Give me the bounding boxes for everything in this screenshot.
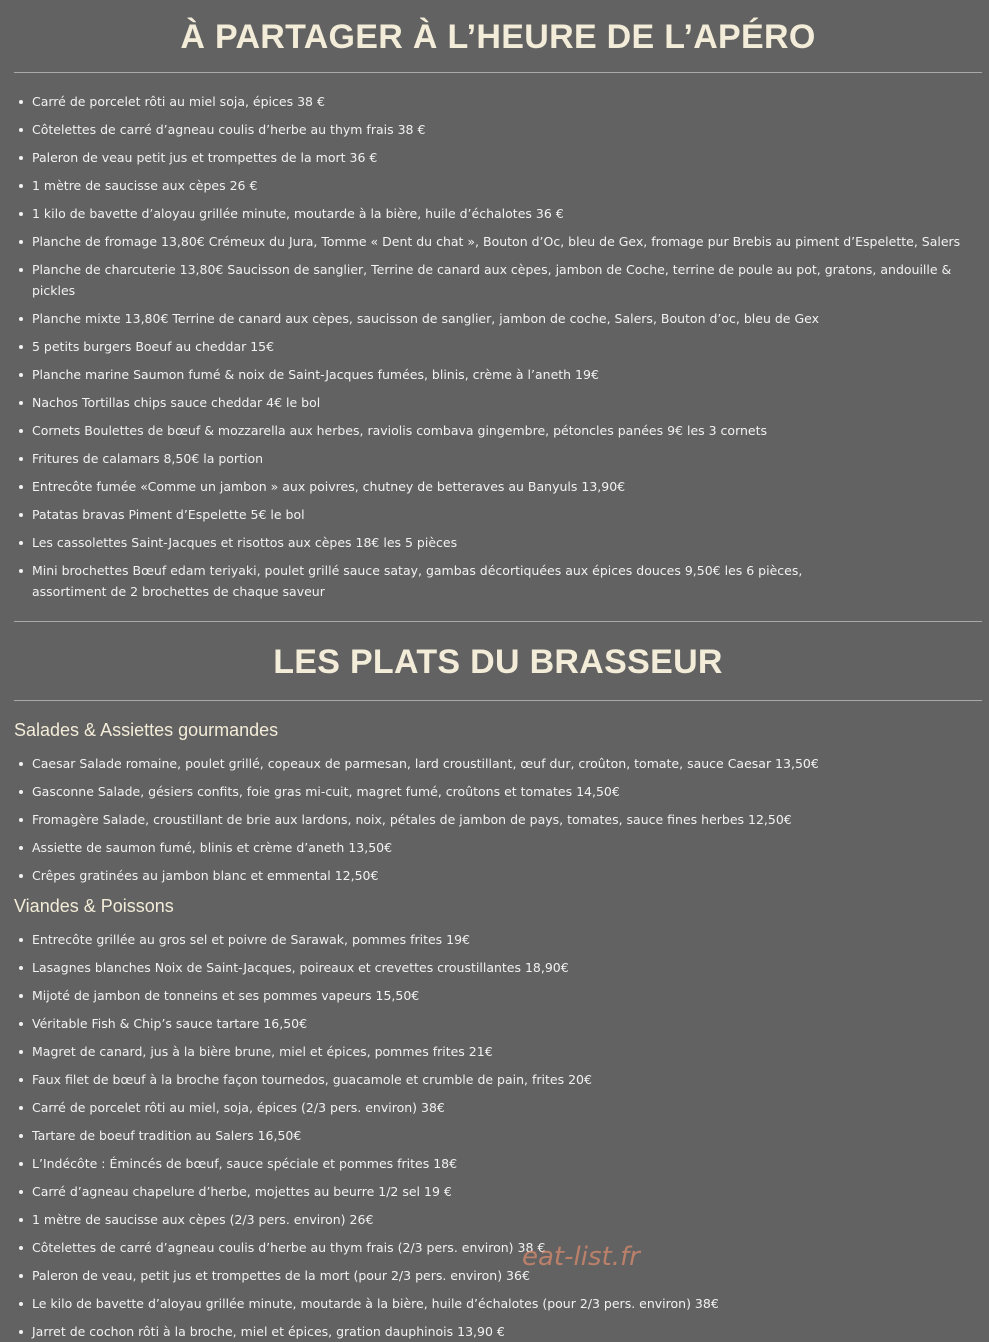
menu-item: Tartare de boeuf tradition au Salers 16,50€ [14,1125,982,1146]
menu-item-text-continued: assortiment de 2 brochettes de chaque saveur [32,584,325,599]
menu-item: Entrecôte grillée au gros sel et poivre de Sarawak, pommes frites 19€ [14,929,982,950]
menu-item: Mijoté de jambon de tonneins et ses pommes vapeurs 15,50€ [14,985,982,1006]
menu-item: 1 mètre de saucisse aux cèpes 26 € [14,175,982,196]
menu-item: Caesar Salade romaine, poulet grillé, copeaux de parmesan, lard croustillant, œuf dur, croûton, tomate, sauce Caesar 13,50€ [14,753,982,774]
divider [14,72,982,73]
menu-item: Le kilo de bavette d’aloyau grillée minute, moutarde à la bière, huile d’échalotes (pour 2/3 pers. environ) 38€ [14,1293,982,1314]
menu-item: Planche de charcuterie 13,80€ Saucisson de sanglier, Terrine de canard aux cèpes, jambon de Coche, terrine de poule au pot, gratons, andouille & pickles [14,259,982,301]
menu-item: Côtelettes de carré d’agneau coulis d’herbe au thym frais 38 € [14,119,982,140]
menu-item: Véritable Fish & Chip’s sauce tartare 16,50€ [14,1013,982,1034]
menu-item: Paleron de veau, petit jus et trompettes de la mort (pour 2/3 pers. environ) 36€ [14,1265,982,1286]
menu-item: Nachos Tortillas chips sauce cheddar 4€ le bol [14,392,982,413]
menu-item [14,560,982,602]
apero-list [14,91,982,602]
watermark: eat-list.fr [522,1242,640,1272]
menu-item: Patatas bravas Piment d’Espelette 5€ le bol [14,504,982,525]
menu-item: Paleron de veau petit jus et trompettes de la mort 36 € [14,147,982,168]
apero-section-title: À PARTAGER À L’HEURE DE L’APÉRO [180,18,816,56]
menu-item: Carré d’agneau chapelure d’herbe, mojettes au beurre 1/2 sel 19 € [14,1181,982,1202]
menu-item: Fromagère Salade, croustillant de brie aux lardons, noix, pétales de jambon de pays, tomates, sauce fines herbes 12,50€ [14,809,982,830]
menu-item: Gasconne Salade, gésiers confits, foie gras mi-cuit, magret fumé, croûtons et tomates 14,50€ [14,781,982,802]
menu-item: Magret de canard, jus à la bière brune, miel et épices, pommes frites 21€ [14,1041,982,1062]
menu-item: Les cassolettes Saint-Jacques et risottos aux cèpes 18€ les 5 pièces [14,532,982,553]
menu-item: L’Indécôte : Émincés de bœuf, sauce spéciale et pommes frites 18€ [14,1153,982,1174]
menu-item: 1 kilo de bavette d’aloyau grillée minute, moutarde à la bière, huile d’échalotes 36 € [14,203,982,224]
menu-item: Planche mixte 13,80€ Terrine de canard aux cèpes, saucisson de sanglier, jambon de coche, Salers, Bouton d’oc, bleu de Gex [14,308,982,329]
menu-item: Côtelettes de carré d’agneau coulis d’herbe au thym frais (2/3 pers. environ) 38 € [14,1237,982,1258]
menu-item: 5 petits burgers Boeuf au cheddar 15€ [14,336,982,357]
menu-item: Planche marine Saumon fumé & noix de Saint-Jacques fumées, blinis, crème à l’aneth 19€ [14,364,982,385]
menu-item: Entrecôte fumée «Comme un jambon » aux poivres, chutney de betteraves au Banyuls 13,90€ [14,476,982,497]
menu-item: Lasagnes blanches Noix de Saint-Jacques, poireaux et crevettes croustillantes 18,90€ [14,957,982,978]
salades-heading: Salades & Assiettes gourmandes [14,720,279,740]
menu-item-text: Mini brochettes Bœuf edam teriyaki, poulet grillé sauce satay, gambas décortiquées aux épices douces 9,50€ les 6 pièces, [32,563,803,578]
divider [14,700,982,701]
menu-item: Carré de porcelet rôti au miel soja, épices 38 € [14,91,982,112]
menu-item: Fritures de calamars 8,50€ la portion [14,448,982,469]
viandes-list [14,929,982,1342]
menu-item: 1 mètre de saucisse aux cèpes (2/3 pers. environ) 26€ [14,1209,982,1230]
menu-item: Assiette de saumon fumé, blinis et crème d’aneth 13,50€ [14,837,982,858]
brasseur-section-title: LES PLATS DU BRASSEUR [273,643,723,681]
menu-item: Crêpes gratinées au jambon blanc et emmental 12,50€ [14,865,982,886]
menu-item: Planche de fromage 13,80€ Crémeux du Jura, Tomme « Dent du chat », Bouton d’Oc, bleu de Gex, fromage pur Brebis au piment d’Espelette, Salers [14,231,982,252]
menu-item: Jarret de cochon rôti à la broche, miel et épices, gration dauphinois 13,90 € [14,1321,982,1342]
salades-list [14,753,982,886]
menu-item: Cornets Boulettes de bœuf & mozzarella aux herbes, raviolis combava gingembre, pétoncles panées 9€ les 3 cornets [14,420,982,441]
viandes-heading: Viandes & Poissons [14,896,174,916]
menu-item: Carré de porcelet rôti au miel, soja, épices (2/3 pers. environ) 38€ [14,1097,982,1118]
menu-item: Faux filet de bœuf à la broche façon tournedos, guacamole et crumble de pain, frites 20€ [14,1069,982,1090]
